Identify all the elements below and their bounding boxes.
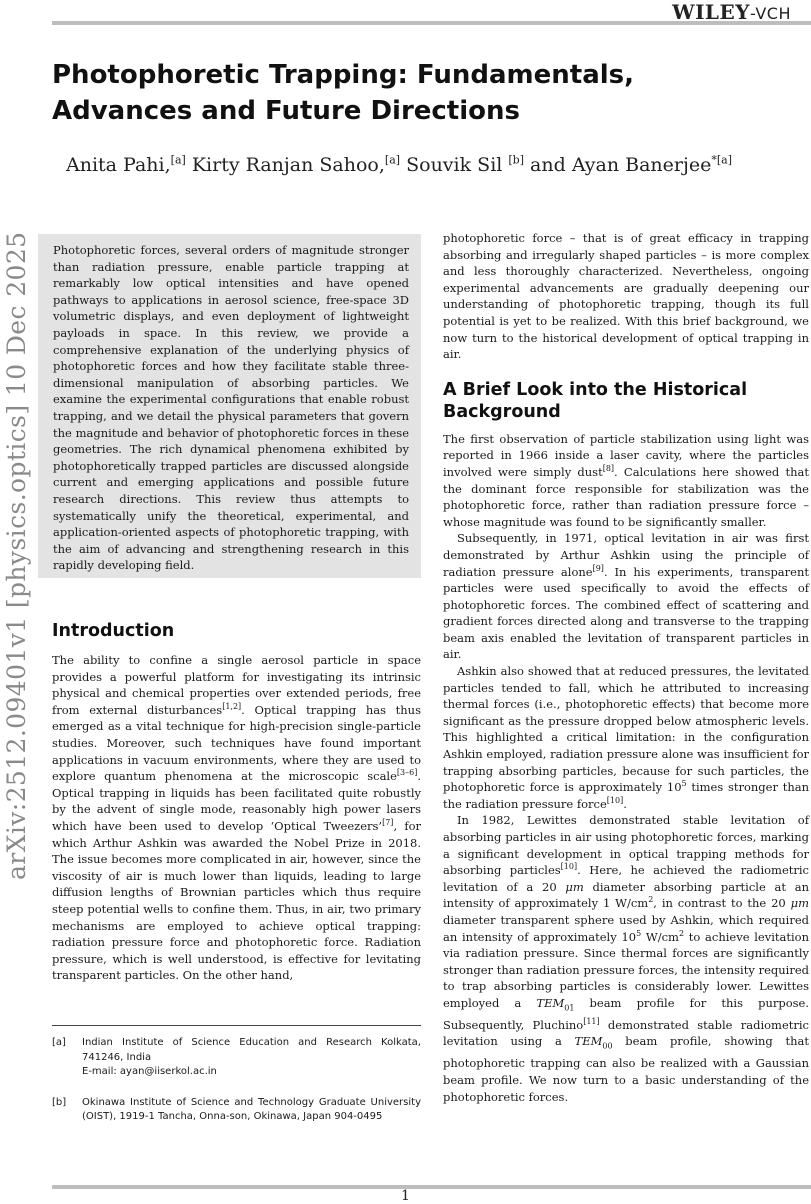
section-heading-introduction: Introduction (52, 621, 175, 641)
citation[interactable]: [11] (583, 1017, 600, 1026)
citation[interactable]: [10] (560, 862, 578, 872)
citation[interactable]: [10] (606, 795, 624, 805)
footnote-rule (52, 1025, 421, 1026)
arxiv-stamp: arXiv:2512.09401v1 [physics.optics] 10 Dec 2025 (2, 231, 31, 880)
history-paragraph-3: Ashkin also showed that at reduced pressures, the levitated particles tended to fall, which he attributed to increasing thermal forces (i.e., photophoretic effects) that become more significant as the pressure dropped below atmospheric levels. This highlighted a critical limitation: in the configuration Ashkin employed, radiation pressure alone was insufficient for trapping absorbing particles, because for such particles, the photophoretic force is approximately $10^5$ times stronger than the radiation pressure force[10]. (443, 664, 809, 811)
citation[interactable]: [9] (592, 563, 604, 573)
abstract-box (38, 234, 421, 578)
email-link[interactable]: E-mail: ayan@iiserkol.ac.in (82, 1066, 217, 1077)
history-paragraph-4: In 1982, Lewittes demonstrated stable levitation of absorbing particles in air using photophoretic forces, marking a significant development in optical trapping methods for absorbing particles[10]. Here, he achieved the radiometric levitation of a 20 μm diameter absorbing particle at an intensity of approximately 1 $W/cm^2$, in contrast to the 20 μm diameter transparent sphere used by Ashkin, which required an intensity of approximately $10^5$ $W/cm^2$ to achieve levitation via radiation pressure. Since thermal forces are significantly stronger than radiation pressure forces, the intensity required to trap absorbing particles is considerably lower. Lewittes employed a $TEM_{01}$ beam profile for this purpose. Subsequently, Pluchino[11] demonstrated stable radiometric levitation using a $TEM_{00}$ beam profile, showing that photophoretic trapping can also be realized with a Gaussian beam profile. We now turn to a basic understanding of the photophoretic forces. (443, 813, 810, 1104)
continued-paragraph: photophoretic force – that is of great efficacy in trapping absorbing and irregularly shaped particles – is more complex and less thoroughly characterized. Nevertheless, ongoing experimental advancements are gradually deepening our understanding of photophoretic trapping, though its full potential is yet to be realized. With this brief background, we now turn to the historical development of optical trapping in air. (443, 231, 809, 362)
left-column (52, 620, 421, 984)
right-column (443, 230, 809, 1105)
history-paragraph-2: Subsequently, in 1971, optical levitation in air was first demonstrated by Arthur Ashkin using the principle of radiation pressure alone[9]. In his experiments, transparent particles were used specifically to avoid the effects of photophoretic forces. The combined effect of scattering and gradient forces directed along and transverse to the trapping beam axis enabled the levitation of transparent particles in air. (443, 531, 809, 662)
abstract-text: Photophoretic forces, several orders of magnitude stronger than radiation pressure, enable particle trapping at remarkably low optical intensities and have opened pathways to applications in aerosol science, free-space 3D volumetric displays, and even deployment of lightweight payloads in space. In this review, we provide a comprehensive explanation of the underlying physics of photophoretic forces and how they facilitate stable three-dimensional manipulation of absorbing particles. We examine the experimental configurations that enable robust trapping, and we detail the physical parameters that govern the magnitude and behavior of photophoretic forces in these geometries. The rich dynamical phenomena exhibited by photophoretically trapped particles are discussed alongside current and emerging applications and possible future research directions. This review thus attempts to systematically unify the theoretical, experimental, and application-oriented aspects of photophoretic trapping, with the aim of advancing and strengthening research in this rapidly developing field. (53, 243, 409, 573)
citation[interactable]: [7] (382, 818, 394, 828)
citation[interactable]: [1,2] (222, 701, 242, 711)
author-list: Anita Pahi,[a] Kirty Ranjan Sahoo,[a] Souvik Sil [b] and Ayan Banerjee$^{*[a]}$ (66, 153, 732, 176)
history-paragraph-1: The first observation of particle stabilization using light was reported in 1966 inside a laser cavity, where the particles involved were simply dust[8]. Calculations here showed that the dominant force responsible for stabilization was the photophoretic force, rather than radiation pressure force – whose magnitude was found to be significantly smaller. (443, 431, 809, 529)
section-heading-history: A Brief Look into the Historical Background (443, 379, 748, 422)
affiliation-a: [a] Indian Institute of Science Education and Research Kolkata, 741246, India E-mail: ayan@iiserkol.ac.in (52, 1036, 421, 1080)
citation[interactable]: [3–6] (396, 768, 418, 778)
affiliation-b: [b] Okinawa Institute of Science and Technology Graduate University (OIST), 1919-1 Tancha, Onna-son, Okinawa, Japan 904-0495 (52, 1096, 421, 1122)
publisher-logo: WILEY-VCH (672, 0, 791, 24)
citation[interactable]: [8] (602, 464, 615, 474)
paper-title: Photophoretic Trapping: Fundamentals, Advances and Future Directions (52, 60, 635, 126)
affiliations (52, 1036, 421, 1135)
page-number: 1 (401, 1188, 410, 1204)
intro-paragraph: The ability to confine a single aerosol particle in space provides a powerful platform for investigating its intrinsic physical and chemical properties over extended periods, free from external disturbances[1,2]. Optical trapping has thus emerged as a vital technique for high-precision single-particle studies. Moreover, such techniques have found important applications in vacuum environments, where they are used to explore quantum phenomena at the microscopic scale[3–6]. Optical trapping in liquids has been facilitated quite robustly by the advent of single mode, reasonably high power lasers which have been used to develop ‘Optical Tweezers’[7], for which Arthur Ashkin was awarded the Nobel Prize in 2018. The issue becomes more complicated in air, however, since the viscosity of air is much lower than liquids, leading to large diffusion lengths of Brownian particles which thus require steep potential wells to confine them. Thus, in air, two primary mechanisms are employed to achieve optical trapping: radiation pressure force and photophoretic force. Radiation pressure, which is well understood, is effective for levitating transparent particles. On the other hand, (52, 653, 421, 983)
